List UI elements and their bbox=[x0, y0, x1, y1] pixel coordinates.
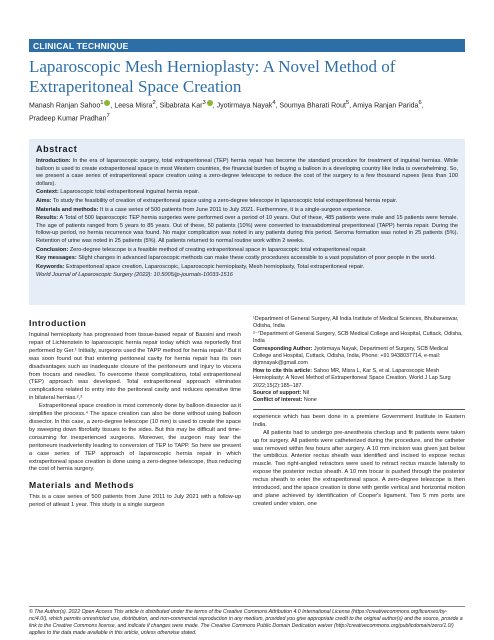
abstract-keywords bbox=[36, 264, 458, 272]
author-affiliation-mark: 7 bbox=[106, 113, 110, 120]
methods-paragraph-1: This is a case series of 500 patients from June 2011 to July 2021 with a follow-up period of atleast 1 year. This study is a single surgeon bbox=[29, 494, 241, 509]
affiliation-2: ²⁻⁷Department of General Surgery, SCB Medical College and Hospital, Cuttack, Odisha, India bbox=[253, 330, 463, 345]
left-column bbox=[29, 318, 241, 510]
title-line-2: Extraperitoneal Space Creation bbox=[29, 77, 242, 96]
section-label: CLINICAL TECHNIQUE bbox=[33, 41, 129, 51]
article-title bbox=[29, 57, 469, 97]
affiliation-1: ¹Department of General Surgery, All India Institute of Medical Sciences, Bhubaneswar, Odisha, India bbox=[253, 316, 459, 330]
abstract-aims bbox=[36, 198, 458, 206]
abstract-label: Materials and methods: bbox=[36, 206, 99, 213]
abstract-results bbox=[36, 215, 458, 245]
introduction-paragraph-1: Inguinal hernioplasty has progressed from tissue-based repair of Bassini and mesh repair of Lichtenstein to laparoscopic hernia repair today which was reportedly first performed by Ger.¹ Initially, surgeons used the TAPP method for hernia repair.² But it was soon found out that entering peritoneal cavity for hernia repair has its own disadvantages such as inadequate closure of the peritoneum and injury to viscera from trocars and needles. To overcome these complications, total extraperitoneal (TEP) approach was developed. Total extraperitoneal approach eliminates complications related to entry into the peritoneal cavity and reduces operative time in bilateral hernias.²,³ bbox=[29, 332, 242, 402]
author-name: Pradeep Kumar Pradhan bbox=[29, 115, 107, 123]
author-affiliation-mark: 1 bbox=[100, 100, 104, 106]
abstract-heading: Abstract bbox=[36, 144, 78, 154]
meta-label: How to cite this article: bbox=[253, 367, 313, 374]
journal-citation: World Journal of Laparoscopic Surgery (2022): 10.5005/jp-journals-10033-1516 bbox=[36, 272, 233, 279]
abstract-text: A Total of 500 laparoscopic TEP hernia surgeries were performed over a period of 10 years. Out of these, 485 patients were male and 15 patients were female. The age of patients ranged from 5 years to 85 years. Out of these, 50 patients (10%) were converted to transabdominal preperitoneal (TAPP) hernia repair. During the follow-up period, no hernia recurrence was found. No major complication was noted in any patients during this period. Seroma formation was noted in 25 patients (5%). Retention of urine was noted in 25 patients (5%). All patients returned to normal routine work within 2 weeks. bbox=[36, 215, 458, 244]
corresponding-author bbox=[253, 346, 465, 368]
methods-paragraph-2: All patients had to undergo pre-anesthesia checkup and fit patients were taken up for surgery. All patients were catheterized during the procedure, and the catheter was removed within few hours after surgery. A 10 mm incision was given just below the umbilicus. Anterior rectus sheath was identified and incised to expose rectus muscle. Two right-angled retractors were used to retract rectus muscle laterally to expose the posterior rectus sheath. A 10 mm trocar is pushed through the posterior rectus sheath to enter the extraperitoneal space. A zero-degree telescope is then introduced, and the space creation is done with gentle vertical and horizontal motion and plane achieved by identification of Cooper's ligament. Two 5 mm ports are created under vision, one bbox=[253, 429, 465, 507]
abstract-label: Results: bbox=[36, 215, 59, 222]
abstract-text: To study the feasibility of creation of extraperitoneal space using a zero-degree telescope in laparoscopic total extraperitoneal hernia repair. bbox=[51, 197, 398, 204]
author-list bbox=[29, 98, 469, 125]
section-label-band bbox=[29, 39, 465, 52]
abstract-box bbox=[29, 139, 465, 305]
author-affiliation-mark: 5 bbox=[345, 100, 350, 106]
abstract-text: Slight changes in advanced laparoscopic methods can make these costly procedures accessible to a vast population of poor people in the world. bbox=[76, 255, 436, 262]
author-name: , Jyotirmaya Nayak bbox=[212, 102, 273, 110]
abstract-text: Extraperitoneal space creation, Laparoscopic, Laparoscopic hernioplasty, Mesh hernioplasty, Total extraperitoneal repair. bbox=[64, 263, 365, 270]
abstract-label: Keywords: bbox=[36, 263, 65, 270]
author-name: , Soumya Bharati Rout bbox=[275, 102, 346, 110]
title-line-1: Laparoscopic Mesh Hernioplasty: A Novel Method of bbox=[29, 57, 396, 76]
meta-text: None bbox=[302, 397, 317, 404]
abstract-text: Laparoscopic total extraperitoneal inguinal hernia repair. bbox=[58, 189, 200, 196]
author-name: Manash Ranjan Sahoo bbox=[29, 102, 101, 110]
source-of-support bbox=[253, 390, 465, 397]
author-line-1 bbox=[29, 98, 469, 111]
abstract-conclusion bbox=[36, 247, 458, 255]
abstract-text: It is a case series of 500 patients from June 2011 to July 2021. Furthermore, it is a single-surgeon experience. bbox=[98, 206, 372, 213]
abstract-context bbox=[36, 189, 458, 197]
author-separator: , bbox=[421, 102, 424, 110]
author-affiliation-mark: 2 bbox=[152, 100, 156, 106]
license-footer: © The Author(s). 2022 Open Access This article is distributed under the terms of the Creative Commons Attribution 4.0 International License (https://creativecommons.org/licenses/by-nc/4.0/), which permits unrestricted use, distribution, and non-commercial reproduction in any medium, provided you give appropriate credit to the original author(s) and the source, provide a link to the Creative Commons license, and indicate if changes were made. The Creative Commons Public Domain Dedication waiver (http://creativecommons.org/publicdomain/zero/1.0/) applies to the data made available in this article, unless otherwise stated. bbox=[29, 606, 465, 637]
right-column bbox=[253, 316, 465, 509]
abstract-label: Context: bbox=[36, 189, 59, 196]
abstract-label: Introduction: bbox=[36, 158, 71, 164]
conflict-of-interest bbox=[253, 397, 465, 404]
abstract-text: In the era of laparoscopic surgery, total extraperitoneal (TEP) hernia repair has become the standard procedure for treatment of inguinal hernias. While balloon is used to create extraperitoneal space in most Western countries, the financial burden of buying a balloon in a developing country like India is overwhelming. So, we present a case series of extraperitoneal space creation using a zero-degree telescope to reduce the cost of the surgery to a few thousand rupees (less than 100 dollars). bbox=[36, 158, 458, 187]
abstract-label: Key messages: bbox=[36, 255, 77, 262]
abstract-text: Zero-degree telescope is a feasible method of creating extraperitoneal space in laparoscopic total extraperitoneal repair. bbox=[68, 246, 367, 253]
author-line-2 bbox=[29, 111, 469, 124]
abstract-introduction bbox=[36, 158, 458, 188]
abstract-methods bbox=[36, 207, 458, 215]
author-name: , Sibabrata Kar bbox=[155, 102, 203, 110]
abstract-label: Aims: bbox=[36, 197, 52, 204]
meta-text: Nil bbox=[301, 390, 310, 397]
abstract-key-messages bbox=[36, 255, 458, 263]
introduction-heading: Introduction bbox=[29, 318, 87, 328]
divider bbox=[253, 409, 465, 410]
meta-label: Corresponding Author: bbox=[253, 345, 313, 352]
methods-heading: Materials and Methods bbox=[29, 480, 135, 491]
author-affiliation-mark: 4 bbox=[272, 100, 276, 106]
author-name: , Amiya Ranjan Parida bbox=[349, 102, 419, 110]
abstract-label: Conclusion: bbox=[36, 246, 69, 253]
author-name: , Leesa Misra bbox=[110, 102, 153, 110]
author-affiliation-mark: 6 bbox=[418, 100, 422, 106]
meta-text: Sahoo MR, Misra L, Kar S, et al. Laparoscopic Mesh Hernioplasty: A Novel Method of Extraperitoneal Space Creation. World J Lap Surg 2022;15(2):185–187. bbox=[253, 367, 451, 389]
introduction-paragraph-2: Extraperitoneal space creation is most commonly done by balloon dissector as it simplifies the process.⁴ The space creation can also be done without using balloon dissector. In this case, a zero-degree telescope (10 mm) is used to create the space by sweeping down fibrofatty tissues to the sides. But this may be difficult and time-consuming for inexperienced surgeons. Moreover, the surgeon may tear the peritoneum inadvertently leading to conversion of TEP to TAPP. So here we present a case series of TEP approach of laparoscopic hernia repair in which extraperitoneal space creation is done using a zero-degree telescope, thus reducing the cost of hernia surgery. bbox=[29, 403, 242, 473]
author-affiliation-mark: 3 bbox=[202, 100, 206, 106]
meta-text: Jyotirmaya Nayak, Department of Surgery, SCB Medical College and Hospital, Cuttack, Odisha, India, Phone: +91 9438037714, e-mail: drjmnayak@gmail.com bbox=[253, 345, 449, 367]
meta-label: Source of support: bbox=[253, 390, 302, 397]
methods-paragraph-continued: experience which has been done in a premiere Government Institute in Eastern India. bbox=[253, 413, 465, 428]
how-to-cite bbox=[253, 368, 465, 390]
meta-label: Conflict of interest: bbox=[253, 397, 303, 404]
